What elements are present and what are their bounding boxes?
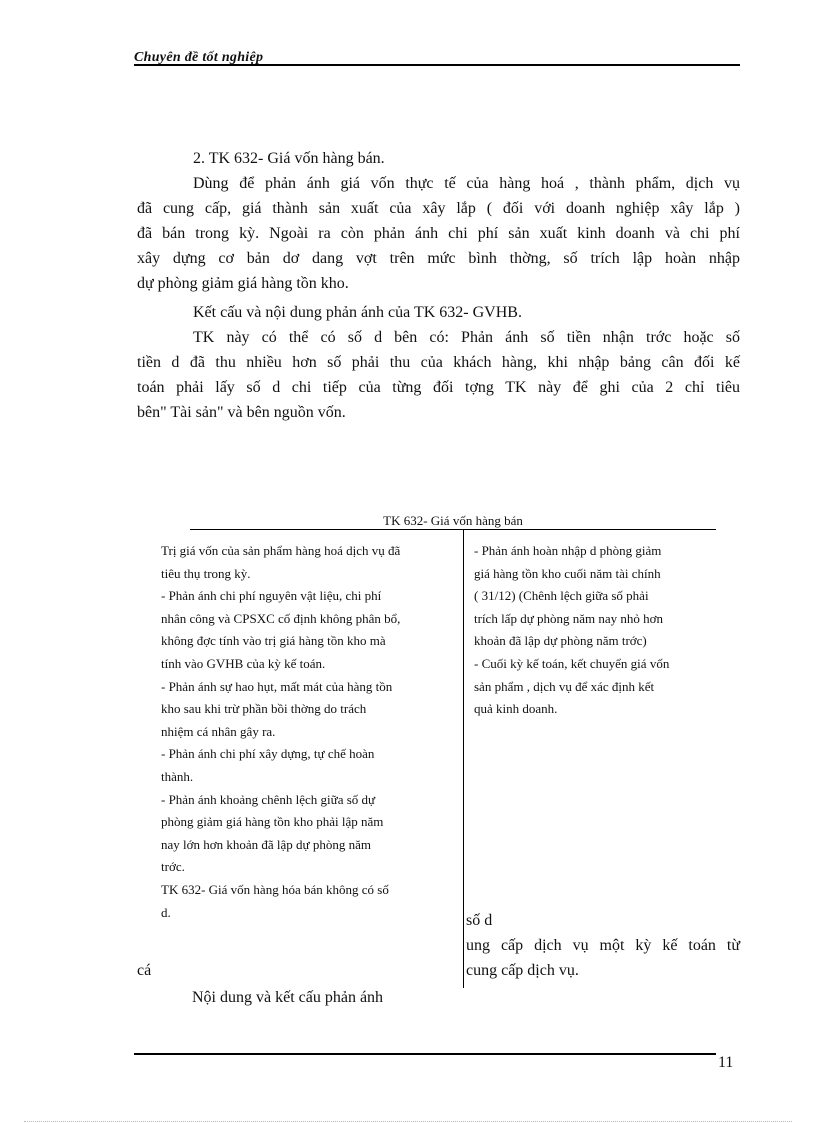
credit-line: - Phản ánh hoàn nhập d phòng giảm — [474, 543, 662, 558]
paragraph-line: toán phải lấy số d chi tiếp của từng đối tợng TK này để ghi của 2 chỉ tiêu — [137, 379, 740, 396]
fragment-cung-cap: cung cấp dịch vụ. — [466, 962, 579, 979]
fragment-noi-dung: Nội dung và kết cấu phản ánh — [192, 989, 384, 1006]
section-body — [137, 146, 740, 425]
fragment-ung-cap: ung cấp dịch vụ một kỳ kế toán từ — [466, 937, 740, 954]
paragraph-line: đã cung cấp, giá thành sản xuất của xây lắp ( đối với doanh nghiệp xây lắp ) — [137, 200, 740, 217]
paragraph-line: xây dựng cơ bản dơ dang vợt trên mức bình thờng, số trích lập hoàn nhập — [137, 250, 740, 267]
debit-line: d. — [161, 904, 171, 920]
paragraph-line: bên" Tài sản" và bên nguồn vốn. — [137, 404, 346, 421]
fragment-ca: cá — [137, 962, 152, 979]
debit-line: Trị giá vốn của sản phẩm hàng hoá dịch vụ đã — [161, 543, 401, 558]
debit-line: nhiệm cá nhân gây ra. — [161, 723, 276, 739]
credit-line: sản phẩm , dịch vụ để xác định kết — [474, 678, 655, 694]
debit-line: phòng giảm giá hàng tồn kho phải lập năm — [161, 814, 384, 830]
taccount-top-rule — [190, 529, 716, 530]
debit-line: thành. — [161, 768, 194, 784]
header-rule — [134, 64, 740, 66]
debit-line: - Phản ánh sự hao hụt, mất mát của hàng tồn — [161, 678, 393, 694]
structure-line: Kết cấu và nội dung phản ánh của TK 632- GVHB. — [193, 304, 522, 321]
section-heading: 2. TK 632- Giá vốn hàng bán. — [193, 150, 385, 167]
debit-line: tiêu thụ trong kỳ. — [161, 565, 251, 581]
taccount-divider — [463, 530, 464, 988]
credit-line: - Cuối kỳ kế toán, kết chuyển giá vốn — [474, 655, 670, 671]
debit-line: tính vào GVHB của kỳ kế toán. — [161, 655, 326, 671]
page-number: 11 — [718, 1054, 734, 1071]
debit-line: kho sau khi trừ phần bồi thờng do trách — [161, 701, 367, 717]
paragraph-line: TK này có thể có số d bên có: Phản ánh số tiền nhận trớc hoặc số — [193, 329, 740, 346]
taccount-credit-column — [474, 540, 750, 721]
debit-line: - Phản ánh chi phí nguyên vật liệu, chi phí — [161, 588, 382, 604]
credit-line: quả kinh doanh. — [474, 701, 558, 717]
credit-line: khoản đã lập dự phòng năm trớc) — [474, 633, 647, 649]
page-header-title: Chuyên đề tốt nghiệp — [134, 50, 264, 65]
debit-line: không đợc tính vào trị giá hàng tồn kho mà — [161, 633, 386, 649]
debit-line: nhân công và CPSXC cố định không phân bổ, — [161, 610, 401, 626]
paragraph-line: tiền d đã thu nhiều hơn số phải thu của khách hàng, khi nhập bảng cân đối kế — [137, 354, 740, 371]
debit-line: trớc. — [161, 859, 185, 875]
footer-rule — [134, 1053, 716, 1055]
debit-line: - Phản ánh chi phí xây dựng, tự chế hoàn — [161, 746, 375, 762]
credit-line: trích lấp dự phòng năm nay nhỏ hơn — [474, 610, 664, 626]
taccount-title: TK 632- Giá vốn hàng bán — [383, 513, 523, 528]
credit-line: ( 31/12) (Chênh lệch giữa số phải — [474, 588, 649, 604]
debit-line: - Phản ánh khoảng chênh lệch giữa số dự — [161, 791, 376, 807]
credit-line: giá hàng tồn kho cuối năm tài chính — [474, 565, 661, 581]
paragraph-line: Dùng để phản ánh giá vốn thực tế của hàng hoá , thành phẩm, dịch vụ — [193, 175, 740, 192]
paragraph-line: đã bán trong kỳ. Ngoài ra còn phản ánh chi phí sản xuất kinh doanh và chi phí — [137, 225, 740, 242]
page-edge-dotted-line — [24, 1121, 792, 1122]
taccount-debit-column — [161, 540, 461, 924]
debit-line: nay lớn hơn khoản đã lập dự phòng năm — [161, 836, 371, 852]
debit-line: TK 632- Giá vốn hàng hóa bán không có số — [161, 881, 389, 897]
fragment-so-d: số d — [466, 912, 493, 929]
paragraph-line: dự phòng giảm giá hàng tồn kho. — [137, 275, 349, 292]
